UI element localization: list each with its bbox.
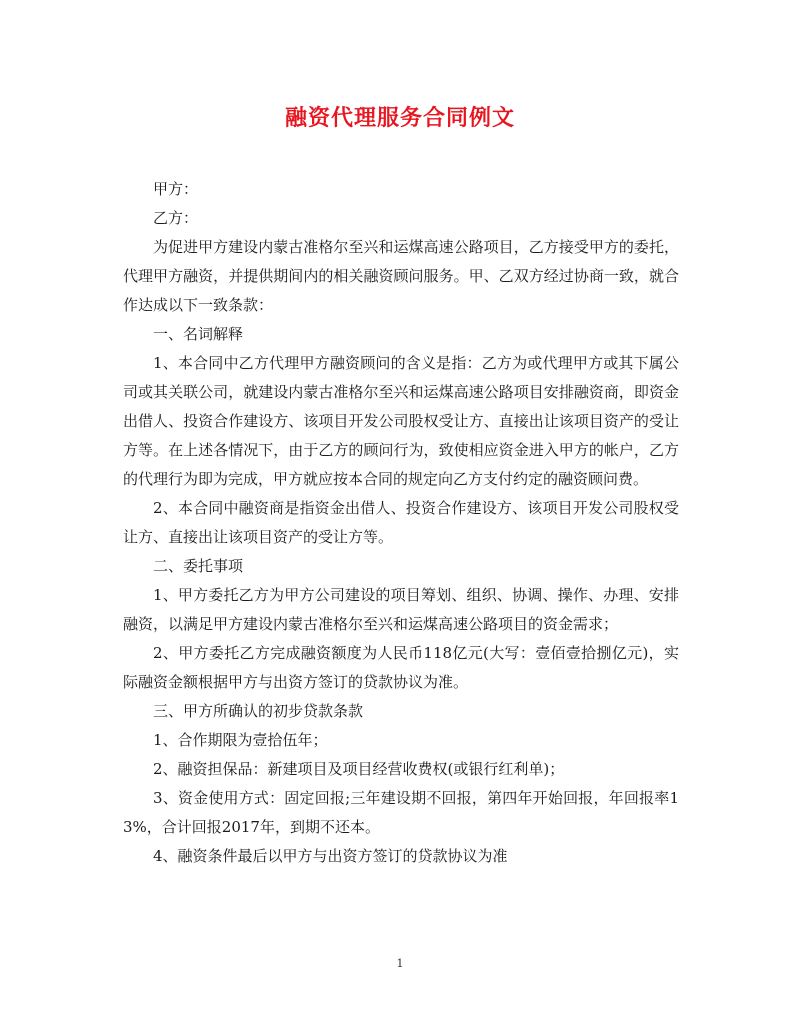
paragraph: 甲方： bbox=[153, 180, 199, 198]
paragraph: 为促进甲方建设内蒙古准格尔至兴和运煤高速公路项目，乙方接受甲方的委托，代理甲方融资，并提供期间内的相关融资顾问服务。甲、乙双方经过协商一致，就合作达成以下一致条款： bbox=[123, 238, 679, 314]
paragraph: 2、本合同中融资商是指资金出借人、投资合作建设方、该项目开发公司股权受让方、直接出让该项目资产的受让方等。 bbox=[123, 499, 679, 546]
section-heading: 二、委托事项 bbox=[153, 557, 244, 575]
paragraph: 2、甲方委托乙方完成融资额度为人民币118亿元(大写：壹佰壹拾捌亿元)，实际融资金额根据甲方与出资方签订的贷款协议为准。 bbox=[123, 644, 679, 691]
paragraph: 2、融资担保品：新建项目及项目经营收费权(或银行红利单)； bbox=[153, 760, 565, 778]
page-number: 1 bbox=[396, 957, 404, 970]
section-heading: 一、名词解释 bbox=[153, 325, 244, 343]
paragraph: 1、合作期限为壹拾伍年； bbox=[153, 731, 328, 749]
paragraph: 4、融资条件最后以甲方与出资方签订的贷款协议为准 bbox=[153, 847, 508, 865]
paragraph: 3、资金使用方式：固定回报;三年建设期不回报，第四年开始回报，年回报率13%，合计回报2017年，到期不还本。 bbox=[123, 789, 679, 836]
document-body bbox=[123, 175, 679, 871]
paragraph: 1、本合同中乙方代理甲方融资顾问的含义是指：乙方为或代理甲方或其下属公司或其关联公司，就建设内蒙古准格尔至兴和运煤高速公路项目安排融资商，即资金出借人、投资合作建设方、该项目开发公司股权受让方、直接出让该项目资产的受让方等。在上述各情况下，由于乙方的顾问行为，致使相应资金进入甲方的帐户，乙方的代理行为即为完成，甲方就应按本合同的规定向乙方支付约定的融资顾问费。 bbox=[123, 354, 679, 488]
document-title: 融资代理服务合同例文 bbox=[284, 105, 515, 131]
paragraph: 1、甲方委托乙方为甲方公司建设的项目筹划、组织、协调、操作、办理、安排融资，以满足甲方建设内蒙古准格尔至兴和运煤高速公路项目的资金需求； bbox=[123, 586, 679, 633]
section-heading: 三、甲方所确认的初步贷款条款 bbox=[153, 702, 364, 720]
paragraph: 乙方： bbox=[153, 209, 199, 227]
